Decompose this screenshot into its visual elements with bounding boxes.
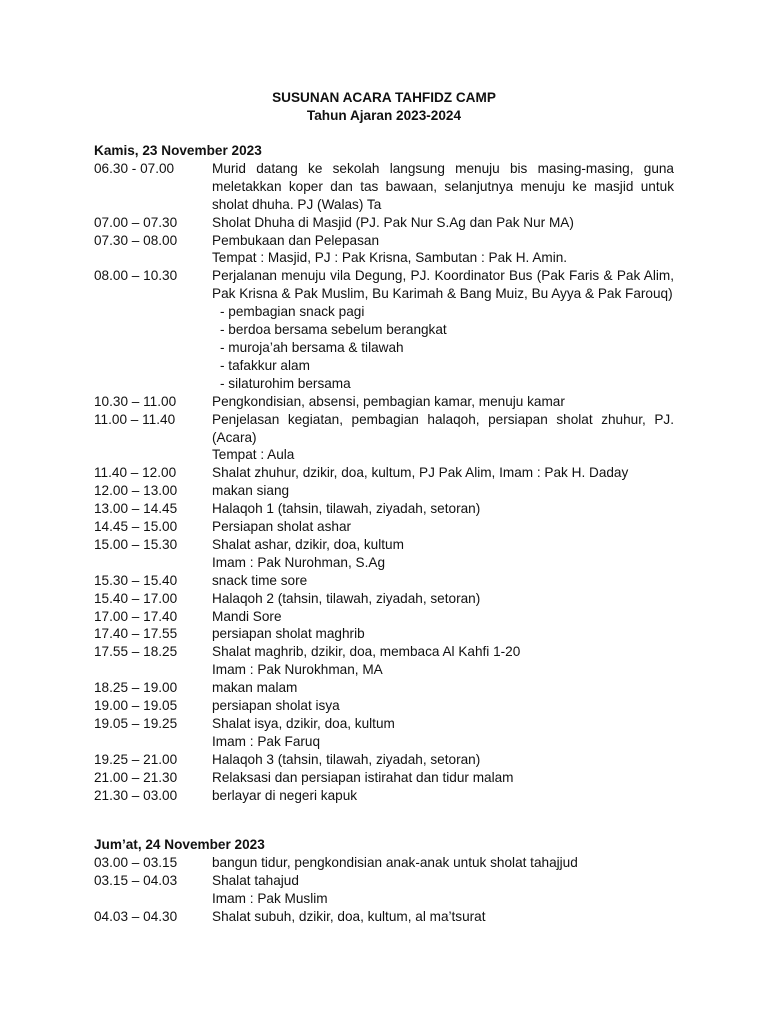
day-heading: Jum’at, 24 November 2023	[94, 837, 265, 852]
day-section-jumat	[94, 836, 684, 926]
description-line: Shalat maghrib, dzikir, doa, membaca Al Kahfi 1-20	[212, 644, 521, 660]
schedule-row	[94, 625, 684, 643]
description-line: Shalat tahajud	[212, 872, 299, 888]
schedule-time: 19.00 – 19.05	[94, 698, 178, 714]
description-line: Pembukaan dan Pelepasan	[212, 232, 380, 248]
description-line: Shalat isya, dzikir, doa, kultum	[212, 716, 395, 731]
schedule-row	[94, 464, 684, 482]
description-line: Halaqoh 1 (tahsin, tilawah, ziyadah, setoran)	[212, 501, 481, 517]
schedule-time: 21.30 – 03.00	[94, 787, 178, 803]
schedule-description	[212, 697, 674, 715]
schedule-description	[212, 625, 674, 643]
schedule-description	[212, 908, 674, 926]
schedule-row	[94, 482, 684, 500]
schedule-description	[212, 518, 674, 536]
schedule-description	[212, 608, 674, 626]
schedule-row	[94, 854, 684, 872]
schedule-description	[212, 751, 674, 769]
description-line: Sholat Dhuha di Masjid (PJ. Pak Nur S.Ag dan Pak Nur MA)	[212, 214, 574, 230]
schedule-description	[212, 854, 674, 872]
schedule-time: 03.00 – 03.15	[94, 854, 178, 870]
activity-subitem: - tafakkur alam	[220, 357, 310, 373]
schedule-row	[94, 751, 684, 769]
description-line: persiapan sholat isya	[212, 698, 340, 714]
schedule-row	[94, 787, 684, 805]
schedule-time: 07.30 – 08.00	[94, 232, 178, 248]
schedule-description	[212, 769, 674, 787]
description-line: Shalat subuh, dzikir, doa, kultum, al ma’tsurat	[212, 908, 486, 924]
schedule-time: 17.40 – 17.55	[94, 626, 178, 642]
schedule-row	[94, 715, 684, 751]
schedule-time: 08.00 – 10.30	[94, 268, 178, 284]
schedule-row	[94, 267, 684, 392]
schedule-time: 13.00 – 14.45	[94, 501, 178, 517]
schedule-description	[212, 679, 674, 697]
description-line: Shalat zhuhur, dzikir, doa, kultum, PJ Pak Alim, Imam : Pak H. Daday	[212, 465, 629, 481]
schedule-description	[212, 536, 674, 572]
schedule-row	[94, 214, 684, 232]
schedule-row	[94, 572, 684, 590]
schedule-row	[94, 908, 684, 926]
schedule-row	[94, 411, 684, 465]
schedule-time: 19.25 – 21.00	[94, 751, 178, 767]
schedule-row	[94, 393, 684, 411]
schedule-description	[212, 872, 674, 908]
description-line: makan siang	[212, 483, 290, 499]
schedule-time: 17.00 – 17.40	[94, 608, 178, 624]
activity-subitem: - berdoa bersama sebelum berangkat	[220, 322, 447, 338]
schedule-description	[212, 393, 674, 411]
schedule-time: 07.00 – 07.30	[94, 214, 178, 230]
schedule-description	[212, 572, 674, 590]
description-line: makan malam	[212, 680, 298, 696]
schedule-time: 06.30 - 07.00	[94, 160, 175, 176]
schedule-row	[94, 872, 684, 908]
schedule-row	[94, 518, 684, 536]
schedule-description	[212, 643, 674, 679]
description-line: Persiapan sholat ashar	[212, 519, 352, 535]
description-line: Imam : Pak Muslim	[212, 890, 328, 906]
description-line: Imam : Pak Nurohman, S.Ag	[212, 554, 386, 570]
schedule-row	[94, 536, 684, 572]
activity-subitem: - muroja’ah bersama & tilawah	[220, 339, 404, 355]
description-line: Shalat ashar, dzikir, doa, kultum	[212, 536, 404, 552]
description-line: Tempat : Aula	[212, 447, 295, 463]
schedule-description	[212, 160, 674, 214]
description-line: berlayar di negeri kapuk	[212, 787, 358, 803]
description-line: persiapan sholat maghrib	[212, 626, 365, 642]
description-line: Imam : Pak Faruq	[212, 733, 321, 749]
schedule-row	[94, 232, 684, 268]
document-title: SUSUNAN ACARA TAHFIDZ CAMP	[272, 90, 496, 105]
description-line: Tempat : Masjid, PJ : Pak Krisna, Sambutan : Pak H. Amin.	[212, 250, 568, 266]
schedule-description	[212, 411, 674, 465]
description-line: Penjelasan kegiatan, pembagian halaqoh, persiapan sholat zhuhur, PJ. (Acara)	[212, 411, 674, 445]
description-line: Halaqoh 2 (tahsin, tilawah, ziyadah, setoran)	[212, 590, 481, 606]
schedule-time: 15.30 – 15.40	[94, 572, 178, 588]
schedule-description	[212, 267, 674, 392]
schedule-time: 15.40 – 17.00	[94, 590, 178, 606]
description-line: snack time sore	[212, 572, 308, 588]
schedule-description	[212, 500, 674, 518]
schedule-time: 21.00 – 21.30	[94, 769, 178, 785]
schedule-row	[94, 697, 684, 715]
schedule-description	[212, 715, 674, 751]
schedule-row	[94, 608, 684, 626]
schedule-row	[94, 500, 684, 518]
description-line: Relaksasi dan persiapan istirahat dan tidur malam	[212, 769, 514, 785]
schedule-time: 19.05 – 19.25	[94, 716, 178, 731]
description-line: Murid datang ke sekolah langsung menuju bis masing-masing, guna meletakkan koper dan tas bawaan, selanjutnya menuju ke masjid untuk sholat dhuha. PJ (Walas) Ta	[212, 160, 674, 212]
schedule-row	[94, 643, 684, 679]
schedule-time: 14.45 – 15.00	[94, 519, 178, 535]
description-line: Perjalanan menuju vila Degung, PJ. Koordinator Bus (Pak Faris & Pak Alim, Pak Krisna & Pak Muslim, Bu Karimah & Bang Muiz, Bu Ayya & Pak Farouq)	[212, 268, 674, 302]
description-line: Pengkondisian, absensi, pembagian kamar, menuju kamar	[212, 393, 565, 409]
schedule-row	[94, 679, 684, 697]
schedule-row	[94, 590, 684, 608]
schedule-time: 18.25 – 19.00	[94, 680, 178, 696]
description-line: Imam : Pak Nurokhman, MA	[212, 662, 383, 678]
day-section-kamis	[94, 142, 684, 805]
schedule-time: 12.00 – 13.00	[94, 483, 178, 499]
schedule-description	[212, 482, 674, 500]
schedule-description	[212, 214, 674, 232]
document-subtitle: Tahun Ajaran 2023-2024	[306, 107, 462, 123]
schedule-description	[212, 590, 674, 608]
schedule-time: 15.00 – 15.30	[94, 536, 178, 552]
schedule-row	[94, 769, 684, 787]
activity-subitem: - pembagian snack pagi	[220, 304, 365, 320]
description-line: bangun tidur, pengkondisian anak-anak untuk sholat tahajjud	[212, 854, 578, 870]
schedule-description	[212, 232, 674, 268]
schedule-description	[212, 787, 674, 805]
day-heading: Kamis, 23 November 2023	[94, 143, 262, 158]
schedule-time: 11.00 – 11.40	[94, 411, 176, 427]
title-block	[0, 89, 768, 125]
schedule-time: 11.40 – 12.00	[94, 465, 177, 481]
schedule-time: 03.15 – 04.03	[94, 872, 178, 888]
schedule-time: 17.55 – 18.25	[94, 644, 178, 660]
activity-subitem: - silaturohim bersama	[220, 375, 351, 391]
description-line: Halaqoh 3 (tahsin, tilawah, ziyadah, setoran)	[212, 751, 481, 767]
schedule-description	[212, 464, 674, 482]
description-line: Mandi Sore	[212, 608, 282, 624]
schedule-time: 10.30 – 11.00	[94, 393, 177, 409]
schedule-row	[94, 160, 684, 214]
schedule-time: 04.03 – 04.30	[94, 908, 178, 924]
